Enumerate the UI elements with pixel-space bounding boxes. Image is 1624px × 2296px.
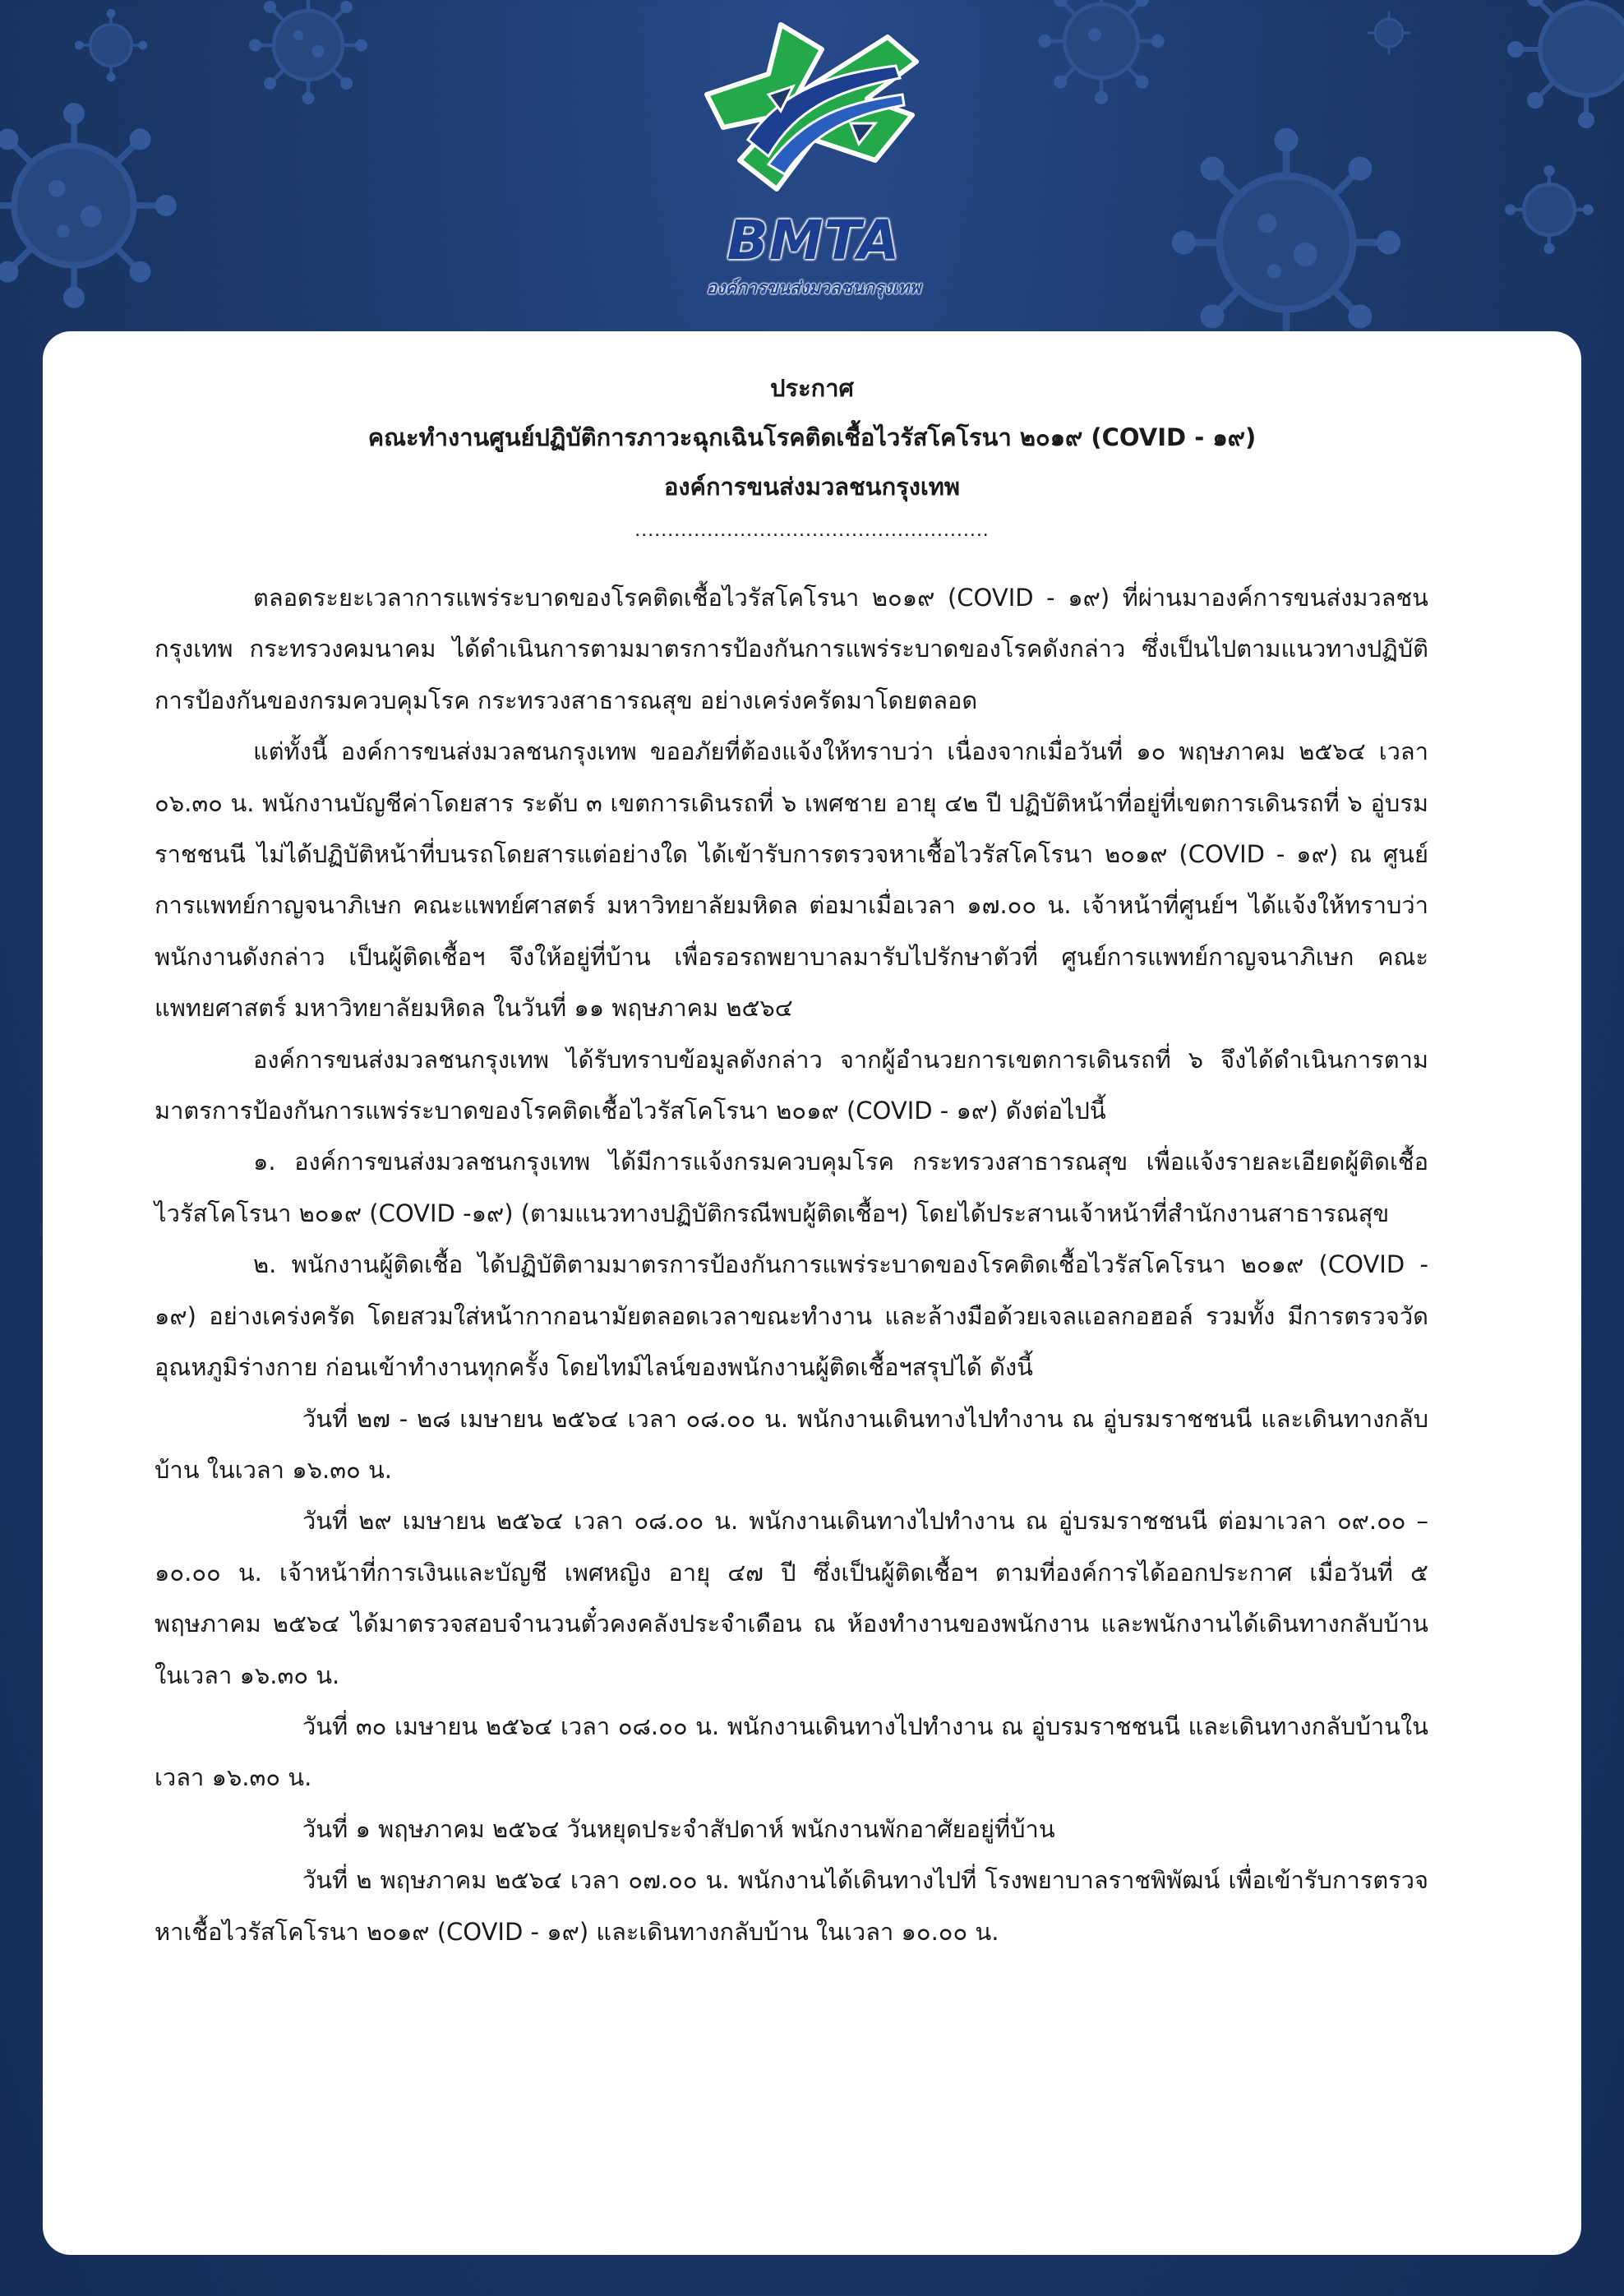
logo-subtitle: องค์การขนส่งมวลชนกรุงเทพ: [706, 278, 921, 298]
virus-icon: [247, 0, 370, 107]
announcement-body: [155, 572, 1428, 1957]
virus-icon: [1364, 8, 1414, 58]
timeline-entry: วันที่ ๑ พฤษภาคม ๒๕๖๔ วันหยุดประจำสัปดาห์ พนักงานพักอาศัยอยู่ที่บ้าน: [302, 1814, 1055, 1843]
paragraph: ๒. พนักงานผู้ติดเชื้อ ได้ปฏิบัติตามมาตรการป้องกันการแพร่ระบาดของโรคติดเชื้อไวรัสโคโรนา ๒๐๑๙ (COVID - ๑๙) อย่างเคร่งครัด โดยสวมใส่หน้ากากอนามัยตลอดเวลาขณะทำงาน และล้างมือด้วยเจลแอลกอฮอล์ รวมทั้ง มีการตรวจวัดอุณหภูมิร่างกาย ก่อนเข้าทำงานทุกครั้ง โดยไทม์ไลน์ของพนักงานผู้ติดเชื้อฯสรุปได้ ดังนี้: [155, 1250, 1428, 1382]
timeline-entry: วันที่ ๒๙ เมษายน ๒๕๖๔ เวลา ๐๘.๐๐ น. พนักงานเดินทางไปทำงาน ณ อู่บรมราชชนนี ต่อมาเวลา ๐๙.๐๐ – ๑๐.๐๐ น. เจ้าหน้าที่การเงินและบัญชี เพศหญิง อายุ ๔๗ ปี ซึ่งเป็นผู้ติดเชื้อฯ ตามที่องค์การได้ออกประกาศ เมื่อวันที่ ๕ พฤษภาคม ๒๕๖๔ ได้มาตรวจสอบจำนวนตั๋วคงคลังประจำเดือน ณ ห้องทำงานของพนักงาน และพนักงานได้เดินทางกลับบ้าน ในเวลา ๑๖.๓๐ น.: [155, 1507, 1428, 1689]
paragraph: ตลอดระยะเวลาการแพร่ระบาดของโรคติดเชื้อไวรัสโคโรนา ๒๐๑๙ (COVID - ๑๙) ที่ผ่านมาองค์การขนส่งมวลชนกรุงเทพ กระทรวงคมนาคม ได้ดำเนินการตามมาตรการป้องกันการแพร่ระบาดของโรคดังกล่าว ซึ่งเป็นไปตามแนวทางปฏิบัติการป้องกันของกรมควบคุมโรค กระทรวงสาธารณสุข อย่างเคร่งครัดมาโดยตลอด: [155, 584, 1428, 714]
announcement-organization: องค์การขนส่งมวลชนกรุงเทพ: [663, 473, 961, 501]
bmta-emblem-icon: [690, 16, 937, 214]
virus-icon: [1167, 123, 1405, 362]
timeline-entry: วันที่ ๓๐ เมษายน ๒๕๖๔ เวลา ๐๘.๐๐ น. พนักงานเดินทางไปทำงาน ณ อู่บรมราชชนนี และเดินทางกลับบ้านในเวลา ๑๖.๓๐ น.: [155, 1712, 1428, 1792]
paragraph: แต่ทั้งนี้ องค์การขนส่งมวลชนกรุงเทพ ขออภัยที่ต้องแจ้งให้ทราบว่า เนื่องจากเมื่อวันที่ ๑๐ พฤษภาคม ๒๕๖๔ เวลา ๐๖.๓๐ น. พนักงานบัญชีค่าโดยสาร ระดับ ๓ เขตการเดินรถที่ ๖ เพศชาย อายุ ๔๒ ปี ปฏิบัติหน้าที่อยู่ที่เขตการเดินรถที่ ๖ อู่บรมราชชนนี ไม่ได้ปฏิบัติหน้าที่บนรถโดยสารแต่อย่างใด ได้เข้ารับการตรวจหาเชื้อไวรัสโคโรนา ๒๐๑๙ (COVID - ๑๙) ณ ศูนย์การแพทย์กาญจนาภิเษก คณะแพทย์ศาสตร์ มหาวิทยาลัยมหิดล ต่อมาเมื่อเวลา ๑๗.๐๐ น. เจ้าหน้าที่ศูนย์ฯ ได้แจ้งให้ทราบว่า พนักงานดังกล่าว เป็นผู้ติดเชื้อฯ จึงให้อยู่ที่บ้าน เพื่อรอรถพยาบาลมารับไปรักษาตัวที่ ศูนย์การแพทย์กาญจนาภิเษก คณะแพทยศาสตร์ มหาวิทยาลัยมหิดล ในวันที่ ๑๑ พฤษภาคม ๒๕๖๔: [155, 737, 1428, 1023]
virus-icon: [1036, 0, 1167, 107]
virus-icon: [1504, 0, 1624, 132]
logo-brand-text: BMTA: [727, 209, 901, 272]
timeline-entry: วันที่ ๒๗ - ๒๘ เมษายน ๒๕๖๔ เวลา ๐๘.๐๐ น. พนักงานเดินทางไปทำงาน ณ อู่บรมราชชนนี และเดินทางกลับบ้าน ในเวลา ๑๖.๓๐ น.: [155, 1404, 1428, 1484]
virus-icon: [0, 99, 181, 312]
timeline-entry: วันที่ ๒ พฤษภาคม ๒๕๖๔ เวลา ๐๗.๐๐ น. พนักงานได้เดินทางไปที่ โรงพยาบาลราชพิพัฒน์ เพื่อเข้ารับการตรวจหาเชื้อไวรัสโคโรนา ๒๐๑๙ (COVID - ๑๙) และเดินทางกลับบ้าน ในเวลา ๑๐.๐๐ น.: [155, 1866, 1428, 1946]
bmta-logo: [690, 16, 937, 300]
paragraph: องค์การขนส่งมวลชนกรุงเทพ ได้รับทราบข้อมูลดังกล่าว จากผู้อำนวยการเขตการเดินรถที่ ๖ จึงได้ดำเนินการตามมาตรการป้องกันการแพร่ระบาดของโรคติดเชื้อไวรัสโคโรนา ๒๐๑๙ (COVID - ๑๙) ดังต่อไปนี้: [155, 1045, 1428, 1125]
announcement-title: ประกาศ: [770, 374, 854, 402]
virus-icon: [74, 8, 148, 82]
announcement-committee: คณะทำงานศูนย์ปฏิบัติการภาวะฉุกเฉินโรคติดเชื้อไวรัสโคโรนา ๒๐๑๙ (COVID - ๑๙): [367, 423, 1257, 451]
title-divider: ......................................................: [634, 520, 990, 541]
virus-icon: [1504, 164, 1594, 255]
paragraph: ๑. องค์การขนส่งมวลชนกรุงเทพ ได้มีการแจ้งกรมควบคุมโรค กระทรวงสาธารณสุข เพื่อแจ้งรายละเอียดผู้ติดเชื้อไวรัสโคโรนา ๒๐๑๙ (COVID -๑๙) (ตามแนวทางปฏิบัติกรณีพบผู้ติดเชื้อฯ) โดยได้ประสานเจ้าหน้าที่สำนักงานสาธารณสุข: [155, 1148, 1428, 1227]
